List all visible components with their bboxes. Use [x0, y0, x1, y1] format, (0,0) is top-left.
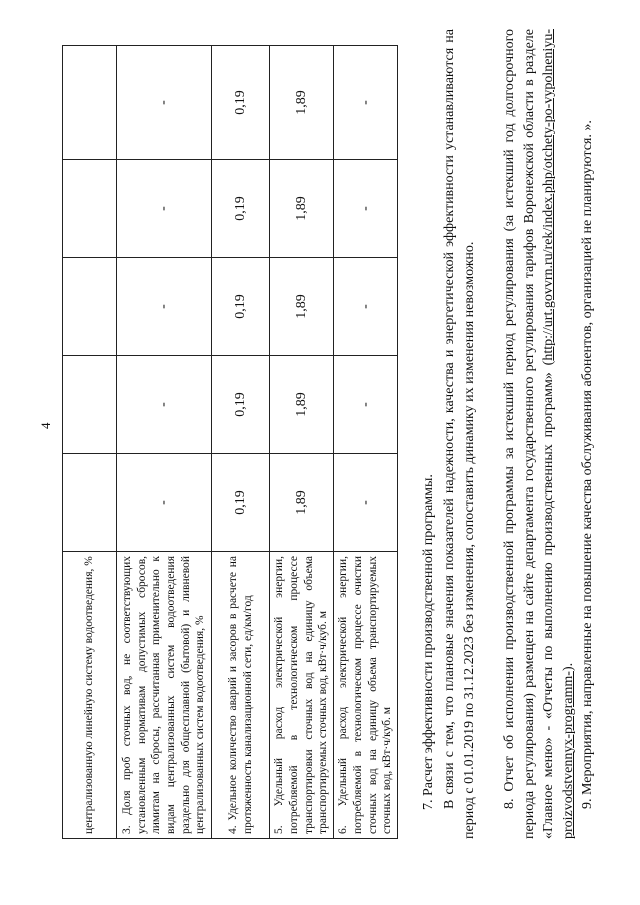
indicator-value: -: [334, 46, 398, 160]
table-row: [270, 46, 334, 839]
indicators-table: [62, 45, 398, 839]
indicator-value: -: [117, 454, 212, 552]
indicator-value: -: [334, 160, 398, 258]
indicator-value: -: [334, 258, 398, 356]
indicator-value: 0,19: [212, 258, 270, 356]
indicator-value: -: [117, 258, 212, 356]
indicator-value: 0,19: [212, 46, 270, 160]
indicator-name: 4. Удельное количество аварий и засоров в расчете на протяженность канализационной сети, ед/км/год: [212, 552, 270, 839]
indicator-name: 6. Удельный расход электрической энергии, потребляемой в технологическом процессе очистки сточных вод на единицу объема транспортируемых сточных вод, кВт·ч/куб. м: [334, 552, 398, 839]
indicator-value: 1,89: [270, 258, 334, 356]
indicator-value: -: [117, 356, 212, 454]
indicator-name: 3. Доля проб сточных вод, не соответствующих установленным нормативам допустимых сбросов, лимитам на сбросы, рассчитанная применительно к видам централизованных систем водоотведения раздельно для общесплавной (бытовой) и ливневой централизованных систем водоотведения, %: [117, 552, 212, 839]
indicator-value: 0,19: [212, 454, 270, 552]
reports-link[interactable]: http://urt.govvrn.ru/rek/index.php/otchety-po-vypolneniyu-proizvodstvennyx-programm-: [541, 29, 576, 839]
indicator-value: [63, 46, 117, 160]
indicator-value: 1,89: [270, 160, 334, 258]
table-row: [212, 46, 270, 839]
indicator-value: -: [117, 160, 212, 258]
table-row: [334, 46, 398, 839]
indicator-value: 0,19: [212, 356, 270, 454]
paragraph-8: [500, 29, 578, 839]
paragraph-8-text: 8. Отчет об исполнении производственной программы за истекший период регулирования (за истекший год долгосрочного периода регулирования) размещен на сайте департамента государственного регулирования тарифов Воронежской области в разделе «Главное меню» - «Отчеты по выполнению производственных программ» (: [502, 29, 556, 839]
indicator-value: [63, 258, 117, 356]
indicator-value: 0,19: [212, 160, 270, 258]
indicator-value: [63, 160, 117, 258]
paragraph-7: В связи с тем, что плановые значения показателей надежности, качества и энергетической эффективности устанавливаются на период с 01.01.2019 по 31.12.2023 без изменения, сопоставить динамику их изменения невозможно.: [442, 29, 477, 839]
indicator-value: 1,89: [270, 356, 334, 454]
indicator-value: 1,89: [270, 454, 334, 552]
indicator-name: централизованную линейную систему водоотведения, %: [63, 552, 117, 839]
page-number: 4: [38, 422, 53, 429]
table-row: [63, 46, 117, 839]
table-row: [117, 46, 212, 839]
paragraph-8-end: ).: [560, 662, 576, 672]
indicator-value: -: [334, 454, 398, 552]
section-7-heading: 7. Расчет эффективности производственной программы.: [421, 474, 436, 810]
indicator-name: 5. Удельный расход электрической энергии, потребляемой в технологическом процессе транспортировки сточных вод на единицу объема транспортируемых сточных вод, кВт·ч/куб. м: [270, 552, 334, 839]
indicator-value: [63, 454, 117, 552]
indicator-value: -: [117, 46, 212, 160]
indicator-value: 1,89: [270, 46, 334, 160]
indicator-value: [63, 356, 117, 454]
paragraph-9: 9. Мероприятия, направленные на повышение качества обслуживания абонентов, организацией не планируются. ».: [580, 120, 595, 809]
indicator-value: -: [334, 356, 398, 454]
